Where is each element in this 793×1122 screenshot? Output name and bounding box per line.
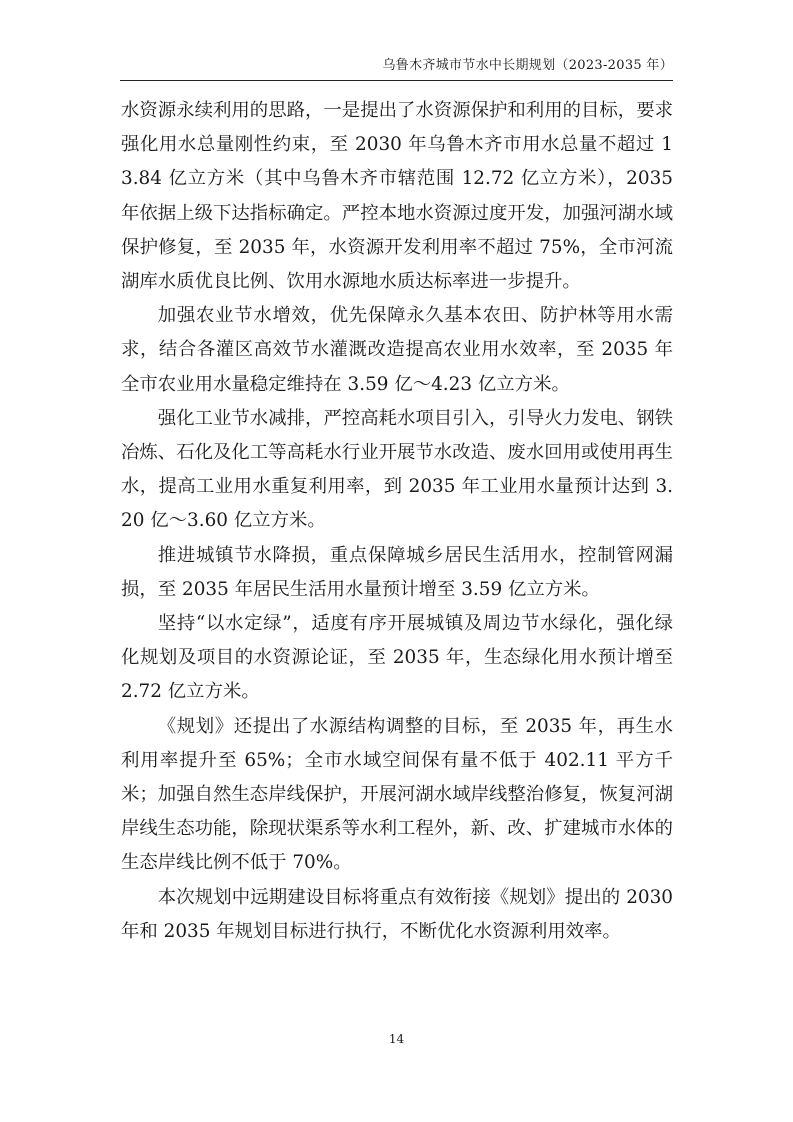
- paragraph-agriculture: 加强农业节水增效，优先保障永久基本农田、防护林等用水需求，结合各灌区高效节水灌溉改造提高农业用水效率，至 2035 年全市农业用水量稳定维持在 3.59 亿～4.23 亿立方米。: [121, 305, 673, 395]
- paragraph-continuation: 水资源永续利用的思路，一是提出了水资源保护和利用的目标，要求强化用水总量刚性约束，至 2030 年乌鲁木齐市用水总量不超过 13.84 亿立方米（其中乌鲁木齐市辖范围 12.72 亿立方米），2035 年依据上级下达指标确定。严控本地水资源过度开发，加强河湖水域保护修复，至 2035 年，水资源开发利用率不超过 75%，全市河流湖库水质优良比例、饮用水源地水质达标率进一步提升。: [121, 100, 673, 293]
- paragraph-conclusion: 本次规划中远期建设目标将重点有效衔接《规划》提出的 2030 年和 2035 年规划目标进行执行，不断优化水资源利用效率。: [121, 886, 673, 942]
- document-body: [121, 94, 673, 949]
- header-title: 乌鲁木齐城市节水中长期规划（2023-2035 年）: [382, 58, 673, 73]
- paragraph-greening: 坚持“以水定绿”，适度有序开展城镇及周边节水绿化，强化绿化规划及项目的水资源论证，至 2035 年，生态绿化用水预计增至 2.72 亿立方米。: [121, 613, 673, 703]
- paragraph-urban: 推进城镇节水降损，重点保障城乡居民生活用水，控制管网漏损，至 2035 年居民生活用水量预计增至 3.59 亿立方米。: [121, 544, 673, 600]
- page-number: 14: [388, 1032, 405, 1046]
- page-header: [120, 50, 673, 81]
- paragraph-water-source: 《规划》还提出了水源结构调整的目标，至 2035 年，再生水利用率提升至 65%；全市水域空间保有量不低于 402.11 平方千米；加强自然生态岸线保护，开展河湖水域岸线整治修复，恢复河湖岸线生态功能，除现状渠系等水利工程外，新、改、扩建城市水体的生态岸线比例不低于 70%。: [121, 715, 673, 874]
- paragraph-industry: 强化工业节水减排，严控高耗水项目引入，引导火力发电、钢铁冶炼、石化及化工等高耗水行业开展节水改造、废水回用或使用再生水，提高工业用水重复利用率，到 2035 年工业用水量预计达到 3.20 亿～3.60 亿立方米。: [121, 407, 673, 532]
